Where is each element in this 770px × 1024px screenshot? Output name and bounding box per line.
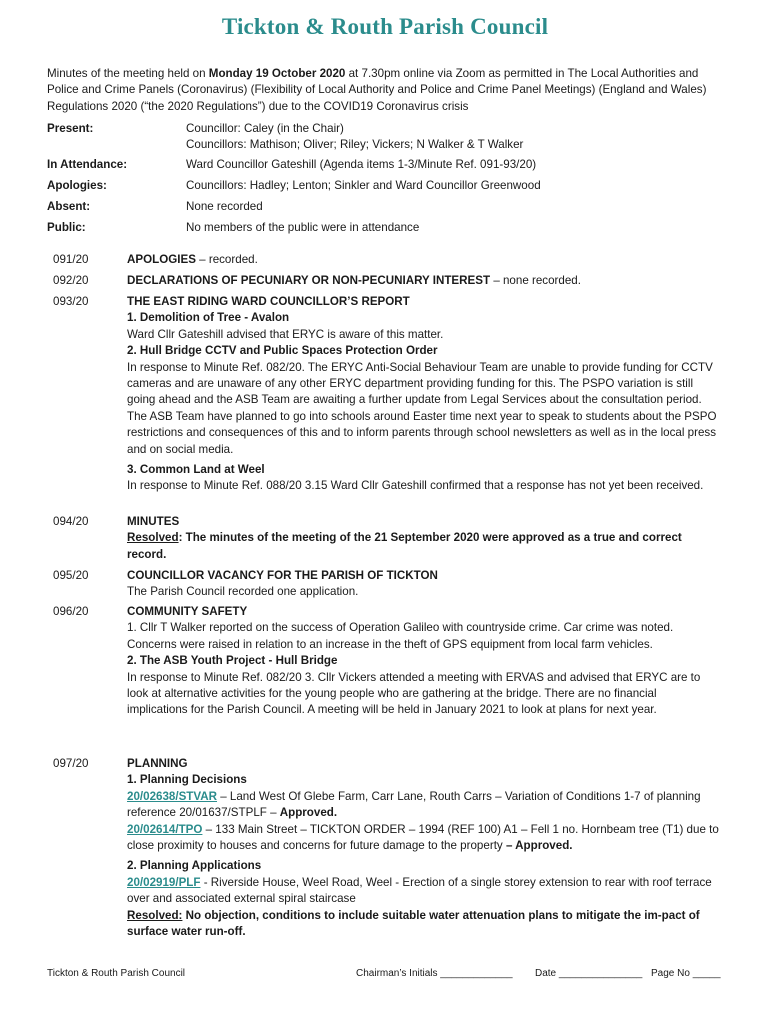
footer-council: Tickton & Routh Parish Council — [47, 968, 186, 979]
subsection-title: 3. Common Land at Weel — [127, 463, 265, 477]
subsection-title: 1. Demolition of Tree - Avalon — [127, 311, 290, 325]
minute-number: 094/20 — [53, 515, 89, 528]
subsection-title: 2. Hull Bridge CCTV and Public Spaces Protection Order — [127, 344, 438, 358]
minute-number: 097/20 — [53, 757, 89, 770]
decision-outcome: – Approved. — [505, 839, 573, 853]
minute-heading: MINUTES — [127, 515, 180, 528]
minute-heading: PLANNING — [127, 757, 188, 770]
minute-number: 092/20 — [53, 274, 89, 287]
minute-heading: COUNCILLOR VACANCY FOR THE PARISH OF TICKTON — [127, 569, 438, 582]
meeting-intro: Minutes of the meeting held on Monday 19 October 2020 at 7.30pm online via Zoom as permitted in The Local Authorities and Police and Crime Panels (Coronavirus) (Flexibility of Local Authority and Police and Crime Panel Meetings) (England and Wales) Regulations 2020 (“the 2020 Regulations”) due to the COVID19 Coronavirus crisis — [47, 67, 707, 113]
decision-outcome: Approved. — [279, 806, 338, 820]
footer-date: Date _______________ — [535, 968, 643, 979]
subsection-title: 1. Planning Decisions — [127, 773, 247, 787]
minute-number: 095/20 — [53, 569, 89, 582]
resolved-label: Resolved: — [127, 908, 183, 922]
page-title: Tickton & Routh Parish Council — [221, 14, 549, 39]
footer-page-number: Page No _____ — [651, 968, 721, 979]
footer-initials: Chairman’s Initials _____________ — [356, 968, 513, 979]
meeting-date: Monday 19 October 2020 — [208, 67, 346, 80]
planning-ref-link[interactable]: 20/02614/TPO — [127, 822, 203, 836]
minute-number: 093/20 — [53, 295, 89, 308]
minute-number: 091/20 — [53, 253, 89, 266]
planning-ref-link[interactable]: 20/02919/PLF — [127, 875, 201, 889]
minute-heading: COMMUNITY SAFETY — [127, 605, 248, 618]
planning-ref-link[interactable]: 20/02638/STVAR — [127, 789, 218, 803]
subsection-title: 2. The ASB Youth Project - Hull Bridge — [127, 654, 338, 668]
resolved-label: Resolved — [127, 531, 179, 545]
minute-heading: THE EAST RIDING WARD COUNCILLOR’S REPORT — [127, 295, 410, 308]
subsection-title: 2. Planning Applications — [127, 859, 262, 873]
minute-number: 096/20 — [53, 605, 89, 618]
